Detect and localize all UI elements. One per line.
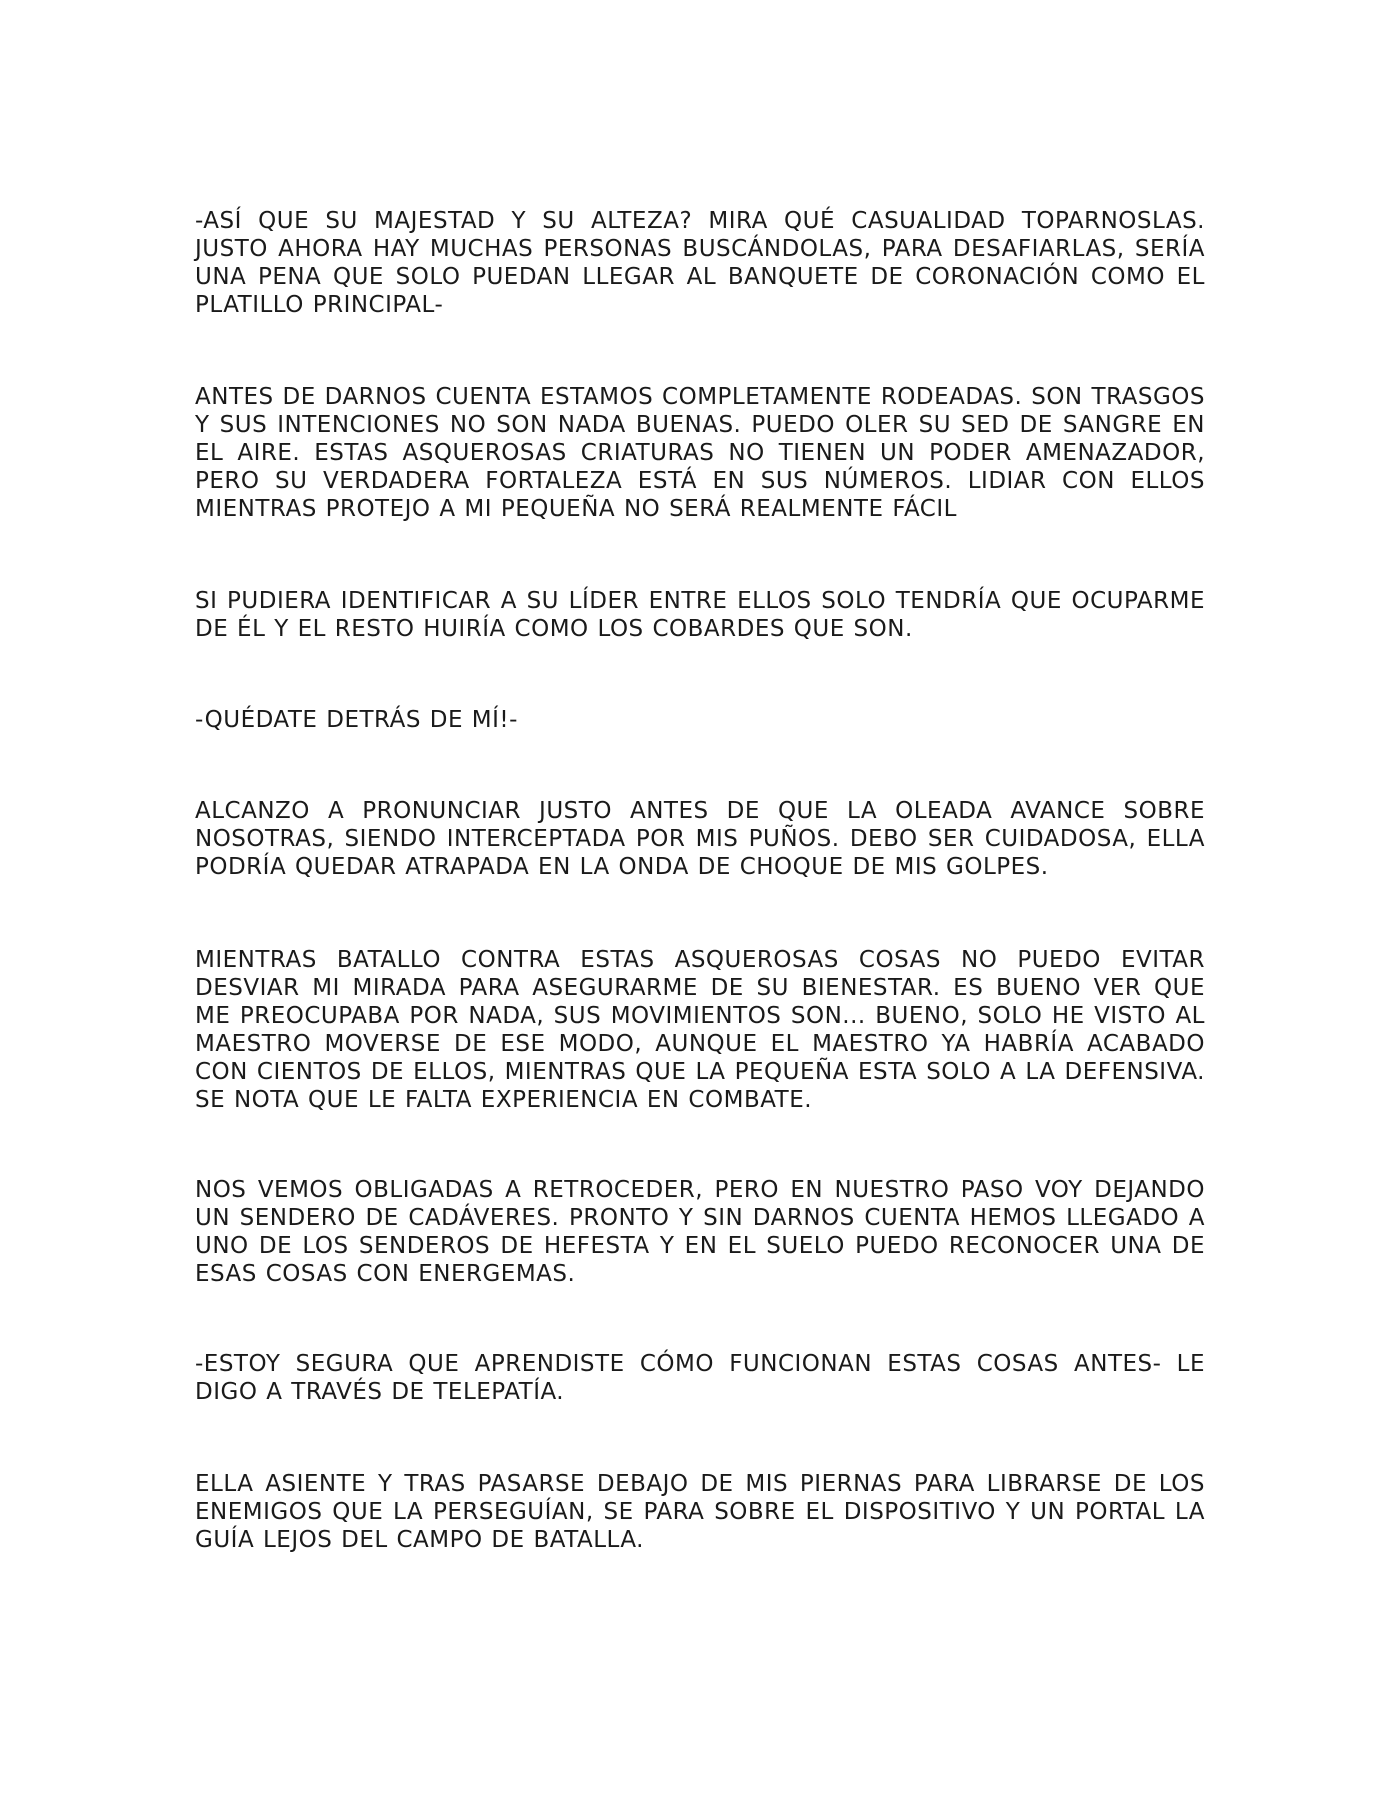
paragraph-7: NOS VEMOS OBLIGADAS A RETROCEDER, PERO EN NUESTRO PASO VOY DEJANDO UN SENDERO DE CADÁVERES. PRONTO Y SIN DARNOS CUENTA HEMOS LLEGADO A UNO DE LOS SENDEROS DE HEFESTA Y EN EL SUELO PUEDO RECONOCER UNA DE ESAS COSAS CON ENERGEMAS.: [195, 1177, 1205, 1287]
paragraph-1: -ASÍ QUE SU MAJESTAD Y SU ALTEZA? MIRA QUÉ CASUALIDAD TOPARNOSLAS. JUSTO AHORA HAY MUCHAS PERSONAS BUSCÁNDOLAS, PARA DESAFIARLAS, SERÍA UNA PENA QUE SOLO PUEDAN LLEGAR AL BANQUETE DE CORONACIÓN COMO EL PLATILLO PRINCIPAL-: [195, 208, 1205, 318]
paragraph-3: SI PUDIERA IDENTIFICAR A SU LÍDER ENTRE ELLOS SOLO TENDRÍA QUE OCUPARME DE ÉL Y EL RESTO HUIRÍA COMO LOS COBARDES QUE SON.: [195, 588, 1205, 642]
paragraph-2: ANTES DE DARNOS CUENTA ESTAMOS COMPLETAMENTE RODEADAS. SON TRASGOS Y SUS INTENCIONES NO SON NADA BUENAS. PUEDO OLER SU SED DE SANGRE EN EL AIRE. ESTAS ASQUEROSAS CRIATURAS NO TIENEN UN PODER AMENAZADOR, PERO SU VERDADERA FORTALEZA ESTÁ EN SUS NÚMEROS. LIDIAR CON ELLOS MIENTRAS PROTEJO A MI PEQUEÑA NO SERÁ REALMENTE FÁCIL: [195, 384, 1205, 522]
paragraph-5: ALCANZO A PRONUNCIAR JUSTO ANTES DE QUE LA OLEADA AVANCE SOBRE NOSOTRAS, SIENDO INTERCEPTADA POR MIS PUÑOS. DEBO SER CUIDADOSA, ELLA PODRÍA QUEDAR ATRAPADA EN LA ONDA DE CHOQUE DE MIS GOLPES.: [195, 798, 1205, 880]
paragraph-4: -QUÉDATE DETRÁS DE MÍ!-: [195, 707, 518, 733]
paragraph-6: MIENTRAS BATALLO CONTRA ESTAS ASQUEROSAS COSAS NO PUEDO EVITAR DESVIAR MI MIRADA PARA ASEGURARME DE SU BIENESTAR. ES BUENO VER QUE ME PREOCUPABA POR NADA, SUS MOVIMIENTOS SON... BUENO, SOLO HE VISTO AL MAESTRO MOVERSE DE ESE MODO, AUNQUE EL MAESTRO YA HABRÍA ACABADO CON CIENTOS DE ELLOS, MIENTRAS QUE LA PEQUEÑA ESTA SOLO A LA DEFENSIVA. SE NOTA QUE LE FALTA EXPERIENCIA EN COMBATE.: [195, 947, 1205, 1113]
paragraph-9: ELLA ASIENTE Y TRAS PASARSE DEBAJO DE MIS PIERNAS PARA LIBRARSE DE LOS ENEMIGOS QUE LA PERSEGUÍAN, SE PARA SOBRE EL DISPOSITIVO Y UN PORTAL LA GUÍA LEJOS DEL CAMPO DE BATALLA.: [195, 1471, 1205, 1553]
paragraph-8: -ESTOY SEGURA QUE APRENDISTE CÓMO FUNCIONAN ESTAS COSAS ANTES- LE DIGO A TRAVÉS DE TELEPATÍA.: [195, 1351, 1205, 1405]
